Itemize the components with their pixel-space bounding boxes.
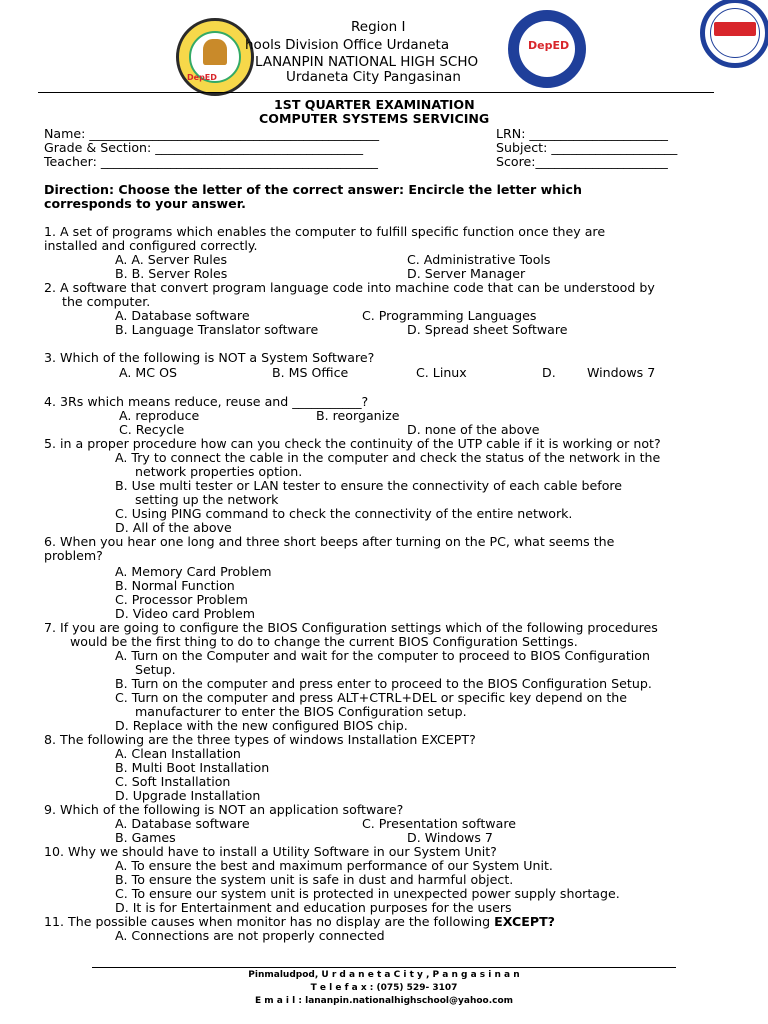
- choice-a: A. Turn on the Computer and wait for the computer to proceed to BIOS Configuration: [115, 648, 650, 663]
- footer-address: Pinmaludpod, U r d a n e t a C i t y , P a n g a s i n a n: [248, 970, 520, 980]
- choice-d: D. none of the above: [407, 422, 540, 437]
- name-field: Name: ______________________________________________: [44, 126, 380, 141]
- choice-c: C. Using PING command to check the connectivity of the entire network.: [115, 506, 573, 521]
- question-text: 7. If you are going to configure the BIOS Configuration settings which of the following procedures: [44, 620, 658, 635]
- choice-b: B. Normal Function: [115, 578, 235, 593]
- question-text: the computer.: [62, 294, 151, 309]
- deped-seal-text: [714, 22, 756, 36]
- question-text: 2. A software that convert program language code into machine code that can be understood by: [44, 280, 655, 295]
- division-seal-deped-text: DepED: [187, 73, 217, 82]
- exam-title: 1ST QUARTER EXAMINATION: [274, 97, 475, 112]
- choice-c: C. Programming Languages: [362, 308, 537, 323]
- choice-b: B. Games: [115, 830, 176, 845]
- choice-d: D. Replace with the new configured BIOS chip.: [115, 718, 408, 733]
- choice-c: C. Turn on the computer and press ALT+CTRL+DEL or specific key depend on the: [115, 690, 628, 705]
- choice-c: C. Processor Problem: [115, 592, 248, 607]
- grade-section-field: Grade & Section: _________________________________: [44, 140, 364, 155]
- header-divider: [38, 92, 714, 93]
- choice-a: A. Try to connect the cable in the computer and check the status of the network in the: [115, 450, 661, 465]
- division-heading: hools Division Office Urdaneta: [245, 37, 450, 53]
- choice-d: D. Spread sheet Software: [407, 322, 568, 337]
- choice-d: D.: [542, 365, 556, 380]
- school-seal-logo: [508, 10, 586, 88]
- choice-d: D. It is for Entertainment and education purposes for the users: [115, 900, 512, 915]
- footer-email: E m a i l : lananpin.nationalhighschool@yahoo.com: [254, 996, 514, 1006]
- question-text: installed and configured correctly.: [44, 238, 258, 253]
- footer-divider: [92, 967, 676, 968]
- question-text: 9. Which of the following is NOT an application software?: [44, 802, 404, 817]
- choice-b: B. reorganize: [316, 408, 400, 423]
- question-text: 4. 3Rs which means reduce, reuse and ___________?: [44, 394, 369, 409]
- question-text-main: 11. The possible causes when monitor has no display are the following: [44, 914, 495, 929]
- choice-b: B. Turn on the computer and press enter to proceed to the BIOS Configuration Setup.: [115, 676, 652, 691]
- choice-a: A. A. Server Rules: [115, 252, 228, 267]
- choice-b: B. Language Translator software: [115, 322, 319, 337]
- question-text: would be the first thing to do to change the current BIOS Configuration Settings.: [70, 634, 578, 649]
- choice-b: B. To ensure the system unit is safe in dust and harmful object.: [115, 872, 514, 887]
- choice-b: B. MS Office: [272, 365, 349, 380]
- choice-a: A. Database software: [115, 816, 250, 831]
- choice-c: C. Administrative Tools: [407, 252, 551, 267]
- choice-c: C. Soft Installation: [115, 774, 231, 789]
- choice-d: D. All of the above: [115, 520, 232, 535]
- choice-c: C. To ensure our system unit is protected in unexpected power supply shortage.: [115, 886, 620, 901]
- lrn-field: LRN: ______________________: [496, 126, 668, 141]
- subject-title: COMPUTER SYSTEMS SERVICING: [259, 111, 490, 126]
- subject-field: Subject: ____________________: [496, 140, 678, 155]
- choice-a-cont: Setup.: [135, 662, 176, 677]
- division-seal-logo: [176, 18, 254, 96]
- choice-d: D. Server Manager: [407, 266, 526, 281]
- school-name-heading: LANANPIN NATIONAL HIGH SCHO: [255, 54, 479, 70]
- choice-a: A. Memory Card Problem: [115, 564, 272, 579]
- question-text: problem?: [44, 548, 103, 563]
- teacher-field: Teacher: ____________________________________________: [44, 154, 378, 169]
- choice-a: A. To ensure the best and maximum performance of our System Unit.: [115, 858, 553, 873]
- choice-d: D. Upgrade Installation: [115, 788, 261, 803]
- direction-line-2: corresponds to your answer.: [44, 196, 246, 211]
- choice-a: A. Clean Installation: [115, 746, 241, 761]
- choice-d-text: Windows 7: [587, 365, 656, 380]
- question-text: 1. A set of programs which enables the computer to fulfill specific function once they are: [44, 224, 606, 239]
- choice-d: D. Video card Problem: [115, 606, 256, 621]
- direction-line-1: Direction: Choose the letter of the correct answer: Encircle the letter which: [44, 182, 582, 197]
- school-seal-deped-text: DepED: [528, 39, 570, 52]
- choice-c-cont: manufacturer to enter the BIOS Configuration setup.: [135, 704, 467, 719]
- choice-b: B. Use multi tester or LAN tester to ensure the connectivity of each cable before: [115, 478, 623, 493]
- question-text: 8. The following are the three types of windows Installation EXCEPT?: [44, 732, 476, 747]
- choice-a: A. Database software: [115, 308, 250, 323]
- question-text: 6. When you hear one long and three short beeps after turning on the PC, what seems the: [44, 534, 615, 549]
- question-text: 3. Which of the following is NOT a System Software?: [44, 350, 375, 365]
- question-text: [44, 915, 555, 929]
- question-text: 5. in a proper procedure how can you check the continuity of the UTP cable if it is working or not?: [44, 436, 661, 451]
- region-heading: Region I: [351, 19, 406, 35]
- score-field: Score:_____________________: [496, 154, 668, 169]
- choice-a-cont: network properties option.: [135, 464, 303, 479]
- city-heading: Urdaneta City Pangasinan: [286, 69, 461, 85]
- choice-b: B. B. Server Roles: [115, 266, 228, 281]
- choice-c: C. Recycle: [119, 422, 185, 437]
- footer-telefax: T e l e f a x : (075) 529- 3107: [310, 983, 458, 993]
- choice-b-cont: setting up the network: [135, 492, 279, 507]
- choice-c: C. Linux: [416, 365, 467, 380]
- school-seal-year: 1965: [538, 69, 554, 76]
- choice-a: A. reproduce: [119, 408, 200, 423]
- choice-c: C. Presentation software: [362, 816, 516, 831]
- deped-seal-logo: [700, 0, 768, 68]
- choice-a: A. MC OS: [119, 365, 177, 380]
- choice-a: A. Connections are not properly connected: [115, 928, 385, 943]
- choice-d: D. Windows 7: [407, 830, 493, 845]
- choice-b: B. Multi Boot Installation: [115, 760, 270, 775]
- question-text: 10. Why we should have to install a Utility Software in our System Unit?: [44, 844, 497, 859]
- question-text-emphasis: EXCEPT?: [494, 914, 555, 929]
